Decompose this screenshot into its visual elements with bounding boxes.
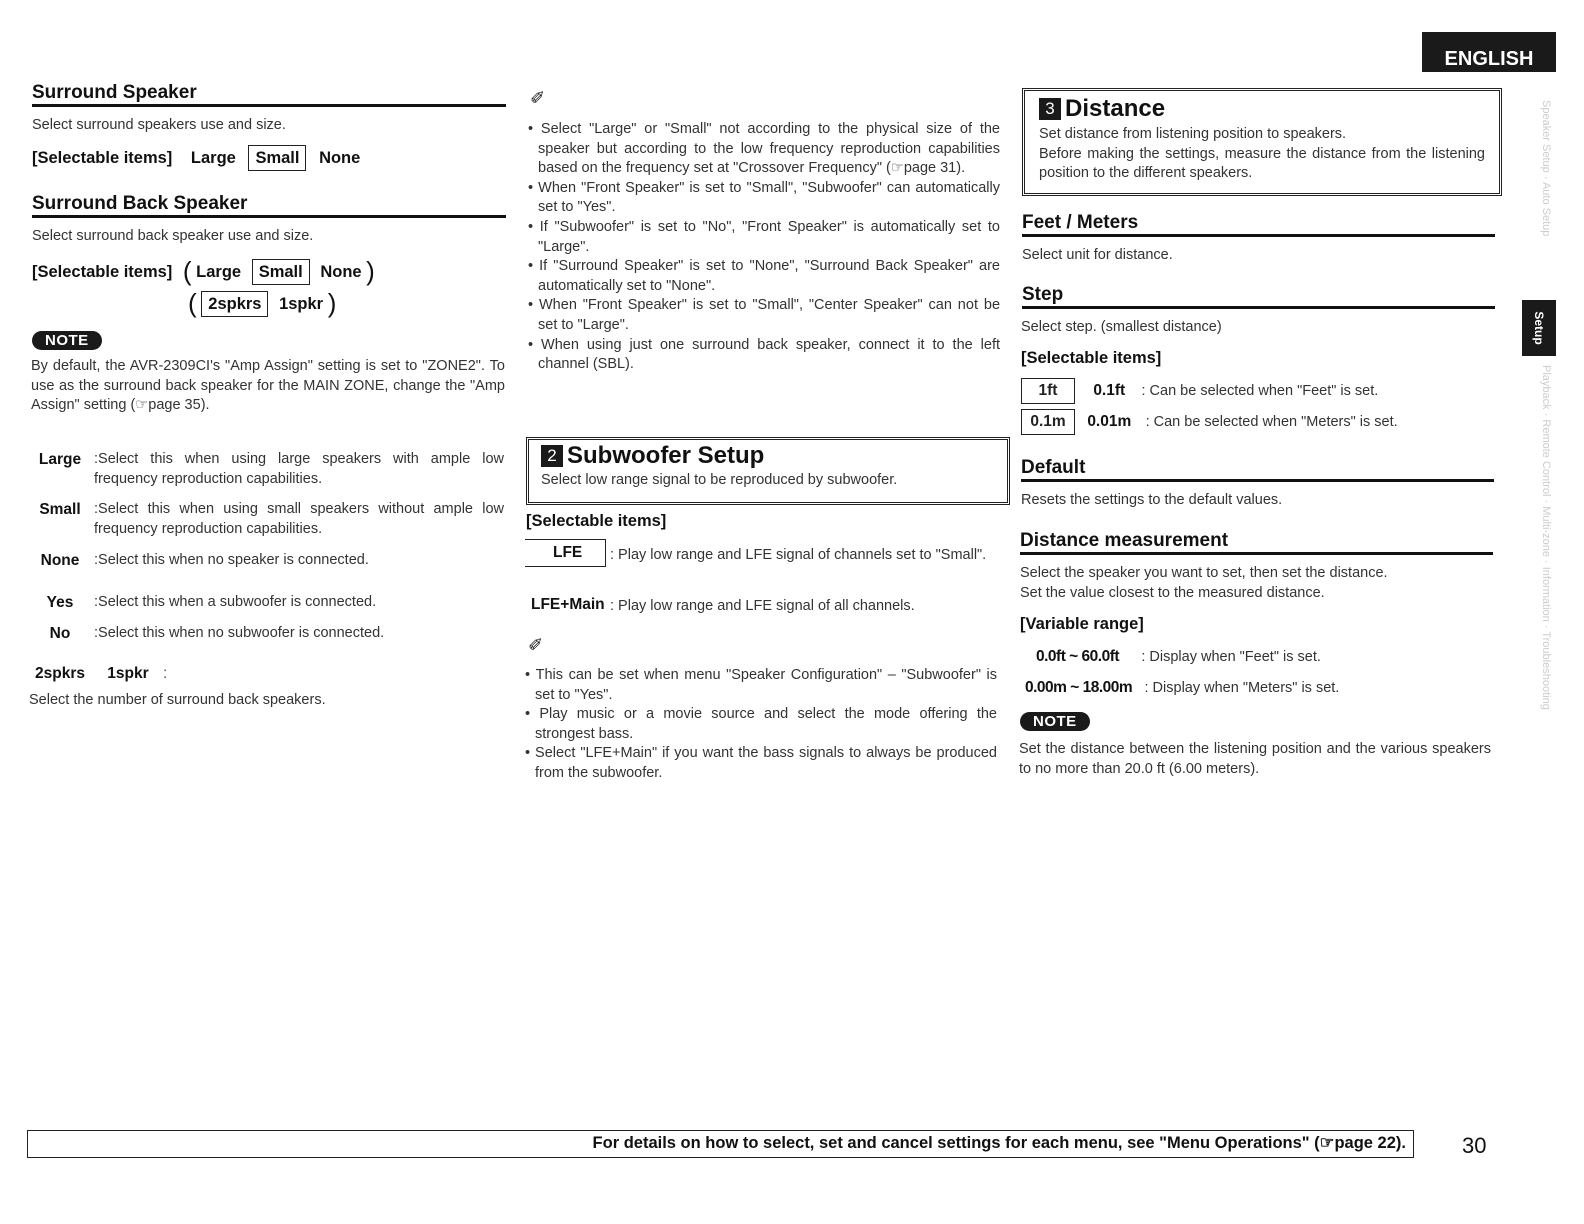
surround-speaker-selectable — [32, 145, 360, 171]
distance-measurement-heading: Distance measurement — [1020, 530, 1493, 555]
def-desc: :Select this when using large speakers with ample low frequency reproduction capabilities. — [94, 451, 504, 487]
selectable-label: [Selectable items] — [32, 149, 173, 167]
list-item: • When "Front Speaker" is set to "Small", "Center Speaker" can not be set to "Large". — [528, 296, 1000, 335]
list-item: • Select "LFE+Main" if you want the bass signals to always be produced from the subwoofer. — [525, 744, 997, 783]
range-desc: : Display when "Feet" is set. — [1141, 649, 1321, 665]
subwoofer-setup-box — [526, 437, 1010, 505]
def-term: No — [49, 625, 71, 642]
option-small-default: Small — [252, 259, 310, 285]
option-large: Large — [196, 263, 242, 281]
pencil-icon: ✐ — [530, 88, 546, 108]
def-desc: :Select this when no subwoofer is connected. — [94, 625, 385, 641]
lfe-main-term: LFE+Main — [531, 596, 605, 613]
section-number: 3 — [1039, 98, 1061, 120]
step-row-desc: : Can be selected when "Meters" is set. — [1145, 414, 1398, 430]
language-tab-label: ENGLISH — [1444, 48, 1534, 70]
subwoofer-notes-list — [525, 666, 997, 784]
surround-back-speaker-heading: Surround Back Speaker — [32, 193, 506, 218]
list-item: • When using just one surround back speaker, connect it to the left channel (SBL). — [528, 336, 1000, 375]
section-title-row — [541, 442, 1007, 470]
lfe-option-box-underline — [525, 566, 606, 567]
step-heading: Step — [1022, 284, 1495, 309]
variable-range-label: [Variable range] — [1020, 615, 1144, 633]
distance-line2: Before making the settings, measure the distance from the listening position to the different speakers. — [1039, 145, 1485, 181]
distance-box — [1022, 88, 1502, 196]
spkrs-desc: Select the number of surround back speakers. — [29, 692, 326, 708]
side-tab-label: Setup — [1532, 311, 1546, 345]
paren-close: ) — [366, 256, 375, 286]
section-desc: Select low range signal to be reproduced by subwoofer. — [541, 472, 898, 488]
surround-back-selectable-row2 — [188, 288, 336, 319]
list-item: • When "Front Speaker" is set to "Small", "Subwoofer" can automatically set to "Yes". — [528, 179, 1000, 218]
side-tab-setup[interactable] — [1522, 300, 1556, 356]
def-term: Yes — [46, 594, 74, 611]
default-desc: Resets the settings to the default values. — [1021, 492, 1283, 508]
option-0-1ft: 0.1ft — [1093, 382, 1126, 399]
option-1ft-default: 1ft — [1021, 378, 1075, 404]
range-feet: 0.0ft ~ 60.0ft — [1036, 648, 1120, 665]
footer-text: For details on how to select, set and cancel settings for each menu, see "Menu Operations" (☞page 22). — [592, 1134, 1406, 1152]
lfe-main-desc: : Play low range and LFE signal of all channels. — [610, 598, 915, 614]
list-item: • This can be set when menu "Speaker Configuration" – "Subwoofer" is set to "Yes". — [525, 666, 997, 705]
side-faint-text-2: Playback · Remote Control · Multi-zone · Information · Troubleshooting — [1540, 365, 1552, 710]
surround-back-selectable-row1 — [32, 256, 375, 287]
section-title: Distance — [1065, 95, 1166, 122]
term-1spkr: 1spkr — [107, 665, 149, 682]
paren-close: ) — [327, 288, 337, 318]
step-row-feet — [1021, 378, 1378, 404]
distance-line1: Set distance from listening position to speakers. — [1039, 126, 1347, 142]
option-none: None — [320, 263, 362, 281]
list-item: • Select "Large" or "Small" not according to the physical size of the speaker but according to the low frequency reproduction capabilities based on the frequency set at "Crossover Frequency" (☞page 31). — [528, 120, 1000, 179]
def-desc: :Select this when no speaker is connected. — [94, 552, 369, 568]
list-item: • If "Surround Speaker" is set to "None", "Surround Back Speaker" are automatically set to "None". — [528, 257, 1000, 296]
side-faint-text: Speaker Setup · Auto Setup — [1540, 100, 1552, 237]
option-2spkrs-default: 2spkrs — [201, 291, 268, 317]
step-desc: Select step. (smallest distance) — [1021, 319, 1222, 335]
def-term: Small — [39, 501, 81, 518]
note-text: By default, the AVR-2309CI's "Amp Assign" setting is set to "ZONE2". To use as the surround back speaker for the MAIN ZONE, change the "Amp Assign" setting (☞page 35). — [31, 358, 505, 413]
section-title: Subwoofer Setup — [567, 442, 765, 469]
paren-open: ( — [182, 256, 192, 286]
option-none: None — [319, 149, 361, 167]
range-meters: 0.00m ~ 18.00m — [1025, 679, 1133, 696]
section-number: 2 — [541, 445, 563, 467]
def-desc: :Select this when using small speakers without ample low frequency reproduction capabilities. — [94, 501, 504, 537]
surround-speaker-desc: Select surround speakers use and size. — [32, 117, 286, 133]
feet-meters-desc: Select unit for distance. — [1022, 247, 1173, 263]
subwoofer-selectable-label: [Selectable items] — [526, 512, 667, 530]
surround-back-speaker-desc: Select surround back speaker use and size. — [32, 228, 314, 244]
selectable-label: [Selectable items] — [32, 263, 173, 281]
option-1spkr: 1spkr — [279, 295, 324, 313]
surround-speaker-heading: Surround Speaker — [32, 82, 506, 107]
term-colon: : — [162, 665, 168, 682]
step-row-meters — [1021, 409, 1398, 435]
lfe-term: LFE — [553, 544, 583, 561]
list-item: • Play music or a movie source and select the mode offering the strongest bass. — [525, 705, 997, 744]
def-term: Large — [38, 451, 82, 468]
range-row-feet — [1036, 648, 1321, 668]
default-heading: Default — [1021, 457, 1494, 482]
language-tab — [1422, 32, 1556, 72]
option-0-01m: 0.01m — [1087, 413, 1132, 430]
term-2spkrs: 2spkrs — [35, 665, 85, 682]
step-selectable-label: [Selectable items] — [1021, 349, 1162, 367]
step-row-desc: : Can be selected when "Feet" is set. — [1141, 383, 1379, 399]
note-badge: NOTE — [32, 331, 102, 350]
lfe-desc: : Play low range and LFE signal of channels set to "Small". — [610, 547, 987, 563]
section-title-row — [1039, 95, 1499, 123]
paren-open: ( — [188, 288, 197, 318]
def-term: None — [40, 552, 80, 569]
distance-measurement-desc2: Set the value closest to the measured distance. — [1020, 585, 1325, 601]
option-small-default: Small — [248, 145, 306, 171]
note-text: Set the distance between the listening position and the various speakers to no more than 20.0 ft (6.00 meters). — [1019, 741, 1491, 777]
distance-measurement-desc1: Select the speaker you want to set, then set the distance. — [1020, 565, 1388, 581]
option-0-1m-default: 0.1m — [1021, 409, 1075, 435]
note-badge: NOTE — [1020, 712, 1090, 731]
spkrs-terms — [35, 665, 167, 683]
option-large: Large — [190, 149, 236, 167]
def-desc: :Select this when a subwoofer is connected. — [94, 594, 377, 610]
range-desc: : Display when "Meters" is set. — [1144, 680, 1340, 696]
page-number: 30 — [1462, 1133, 1487, 1158]
speaker-notes-list — [528, 120, 1000, 375]
pencil-icon: ✐ — [528, 635, 544, 655]
list-item: • If "Subwoofer" is set to "No", "Front Speaker" is automatically set to "Large". — [528, 218, 1000, 257]
feet-meters-heading: Feet / Meters — [1022, 212, 1495, 237]
range-row-meters — [1025, 679, 1339, 699]
